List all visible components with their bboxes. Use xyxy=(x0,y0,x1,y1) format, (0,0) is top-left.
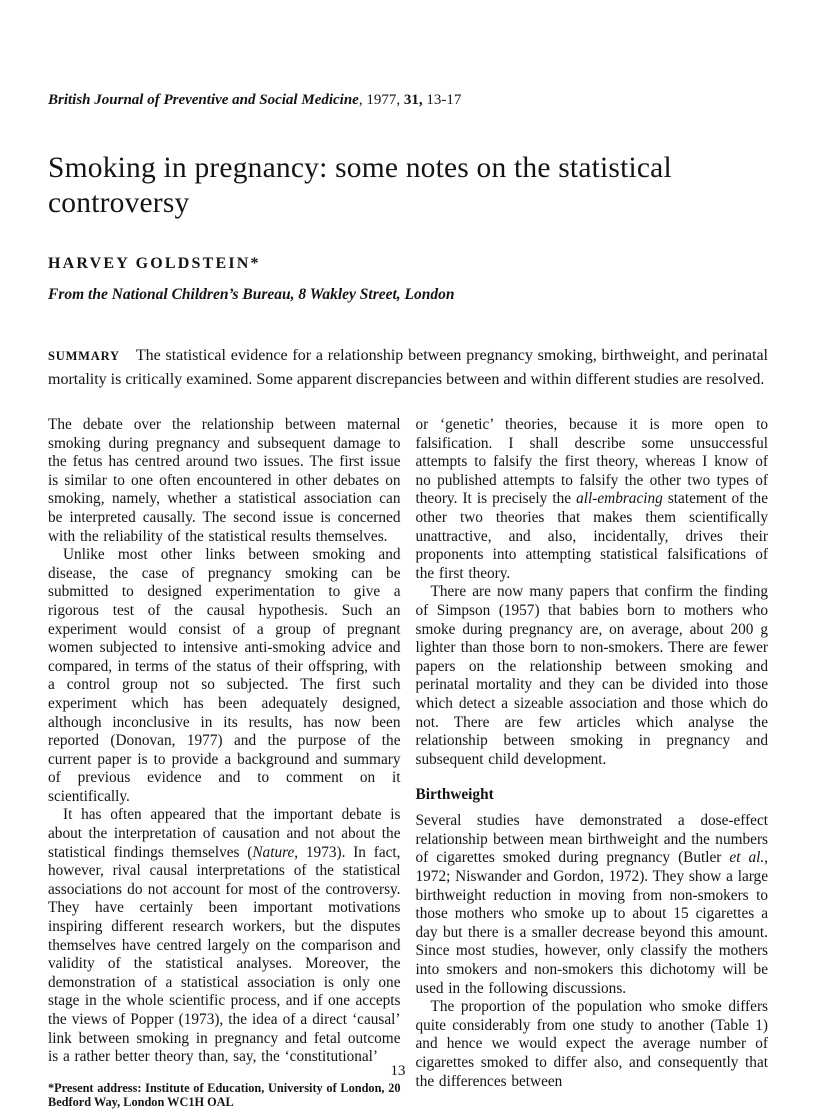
summary-label: SUMMARY xyxy=(48,349,120,363)
text-run: There are now many papers that confirm the finding of Simpson (1957) that babies born to mothers who smoke during pregnancy are, on average, about 200 g lighter than those born to non-smokers. There are fewer papers on the relationship between smoking and perinatal mortality and they can be divided into those which detect a sizeable association and those which do not. There are few articles which analyse the relationship between smoking in pregnancy and subsequent child development. xyxy=(415,583,768,768)
text-run: 13-17 xyxy=(422,92,462,108)
summary xyxy=(48,344,768,391)
paragraph xyxy=(48,806,401,1066)
paragraph xyxy=(416,583,769,769)
paragraph xyxy=(416,416,769,583)
summary-text xyxy=(48,347,768,388)
body-column-left xyxy=(48,416,401,1109)
text-run: Several studies have demonstrated a dose-effect relationship between mean birthweight and the numbers of cigarettes smoked during pregnancy (Butler xyxy=(415,812,768,867)
paragraph xyxy=(48,416,401,546)
text-run: Unlike most other links between smoking and disease, the case of pregnancy smoking can be submitted to designed experimentation to give a rigorous test of the causal hypothesis. Such an experiment would consist of a group of pregnant women subjected to intensive anti-smoking advice and compared, in terms of the status of their offspring, with a control group not so subjected. The first such experiment which has been adequately designed, although inconclusive in its results, has now been reported (Donovan, 1977) and the purpose of the current paper is to provide a background and summary of previous evidence and to comment on it scientifically. xyxy=(48,546,401,805)
bold-text: 31, xyxy=(403,92,423,108)
journal-citation xyxy=(48,92,768,109)
footnote-present-address xyxy=(48,1081,401,1109)
author-name: HARVEY GOLDSTEIN* xyxy=(48,255,261,272)
text-run: , 1972; Niswander and Gordon, 1972). They show a large birthweight reduction in moving from non-smokers to those mothers who smoke up to about 15 cigarettes a day but there is a smaller decrease beyond this amount. Since most studies, however, only classify the mothers into smokers and non-smokers this dichotomy will be used in the following discussions. xyxy=(415,849,768,997)
text-run: , 1977, xyxy=(358,92,404,108)
italic-text: Nature xyxy=(252,843,295,861)
text-run: The debate over the relationship between maternal smoking during pregnancy and subsequent damage to the fetus has centred around two issues. The first issue is similar to one often encountered in other debates on smoking, namely, whether a statistical association can be interpreted causally. The second issue is concerned with the reliability of the statistical results themselves. xyxy=(48,416,401,545)
left-column-paragraphs xyxy=(48,416,401,1067)
italic-text: all-embracing xyxy=(576,490,663,508)
text-run: It has often appeared that the important debate is about the interpretation of causation and not about the statistical findings themselves ( xyxy=(48,806,401,861)
paragraph xyxy=(416,812,769,998)
text-run: , 1973). In fact, however, rival causal interpretations of the statistical associations do not account for most of the controversy. They have certainly been important motivations inspiring different research workers, but the disputes themselves have centred largely on the comparison and validity of the statistical analyses. Moreover, the demonstration of a statistical association is only one stage in the whole scientific process, and if one accepts the views of Popper (1973), the idea of a direct ‘causal’ link between smoking in pregnancy and fetal outcome is a rather better theory than, say, the ‘constitutional’ xyxy=(48,843,401,1066)
italic-text: et al. xyxy=(729,849,765,867)
body-columns xyxy=(48,416,768,1109)
text-run: The proportion of the population who smoke differs quite considerably from one study to another (Table 1) and hence we would expect the average number of cigarettes smoked to differ also, and consequently that the differences between xyxy=(415,998,768,1090)
body-column-right xyxy=(416,416,769,1109)
section-heading: Birthweight xyxy=(415,786,494,804)
author-affiliation: From the National Children’s Bureau, 8 Wakley Street, London xyxy=(48,286,455,303)
page-number: 13 xyxy=(390,1063,406,1079)
journal-title-italic: British Journal of Preventive and Social Medicine xyxy=(48,92,359,108)
text-run: *Present address: Institute of Education, University of London, 20 Bedford Way, London WC1H OAL xyxy=(48,1080,401,1109)
text-run: statement of the other two theories that makes them scientifically unattractive, and also, incidentally, drives their proponents into attempting statistical falsifications of the first theory. xyxy=(415,490,768,582)
text-run: The statistical evidence for a relationship between pregnancy smoking, birthweight, and perinatal mortality is critically examined. Some apparent discrepancies between and within different studies are resolved. xyxy=(48,347,768,388)
paragraph xyxy=(48,546,401,806)
text-run: or ‘genetic’ theories, because it is more open to falsification. I shall describe some unsuccessful attempts to falsify the first theory, whereas I know of no published attempts to falsify the other two types of theory. It is precisely the xyxy=(415,416,768,508)
page-title: Smoking in pregnancy: some notes on the statistical controversy xyxy=(48,152,672,219)
